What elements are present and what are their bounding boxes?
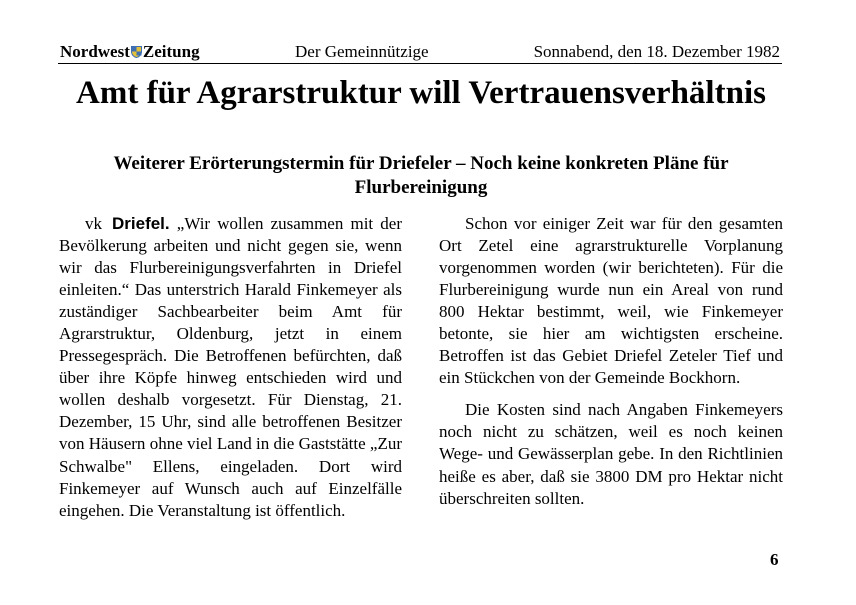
article-paragraph: Die Kosten sind nach Angaben Finkemeyers noch nicht zu schätzen, weil es noch keinen Wege- und Gewässerplan gebe. In den Richtlinien heiße es aber, daß sie 3800 DM pro Hektar nicht überschreiten sollten. xyxy=(439,400,783,508)
article-column-right xyxy=(439,213,783,510)
coat-of-arms-icon xyxy=(131,46,142,58)
page-number: 6 xyxy=(770,550,779,569)
dateline-place: Driefel. xyxy=(112,214,170,233)
newspaper-name-part2: Zeitung xyxy=(142,42,200,61)
article-paragraph xyxy=(59,213,402,522)
article-paragraph: Schon vor einiger Zeit war für den gesamten Ort Zetel eine agrarstrukturelle Vorplanung vorgenommen worden (wir berichteten). Für die Flurbereinigung wurde nun ein Areal von rund 800 Hektar bestimmt, weil, wie Finkemeyer betonte, sie hier am wichtigsten erscheine. Betroffen ist das Gebiet Driefel Zeteler Tief und ein Stückchen von der Gemeinde Bockhorn. xyxy=(439,214,783,388)
article-headline: Amt für Agrarstruktur will Vertrauensverhältnis xyxy=(76,75,766,111)
article-column-left xyxy=(59,213,402,522)
issue-date: Sonnabend, den 18. Dezember 1982 xyxy=(533,42,780,61)
article-subheadline: Weiterer Erörterungstermin für Driefeler – Noch keine konkreten Pläne für Flurbereinigung xyxy=(113,153,729,198)
newspaper-name-part1: Nordwest xyxy=(60,42,130,61)
author-byline: vk xyxy=(85,214,102,233)
section-name: Der Gemeinnützige xyxy=(295,42,429,61)
paragraph-text: „Wir wollen zusammen mit der Bevölkerung arbeiten und nicht gegen sie, wenn wir das Flurbereinigungsverfahrten in Driefel einleiten.“ Das unterstrich Harald Finkemeyer als zuständiger Sachbearbeiter beim Amt für Agrarstruktur, Oldenburg, jetzt in einem Pressegespräch. Die Betroffenen befürchten, daß über ihre Köpfe hinweg entschieden wird und wollen deshalb vorgesetzt. Für Dienstag, 21. Dezember, 15 Uhr, sind alle betroffenen Besitzer von Häusern ohne viel Land in die Gaststätte „Zur Schwalbe" Ellens, eingeladen. Dort wird Finkemeyer auf Wunsch auch auf Einzelfälle eingehen. Die Veranstaltung ist öffentlich. xyxy=(59,214,402,520)
newspaper-name xyxy=(60,43,200,61)
masthead xyxy=(58,43,782,64)
